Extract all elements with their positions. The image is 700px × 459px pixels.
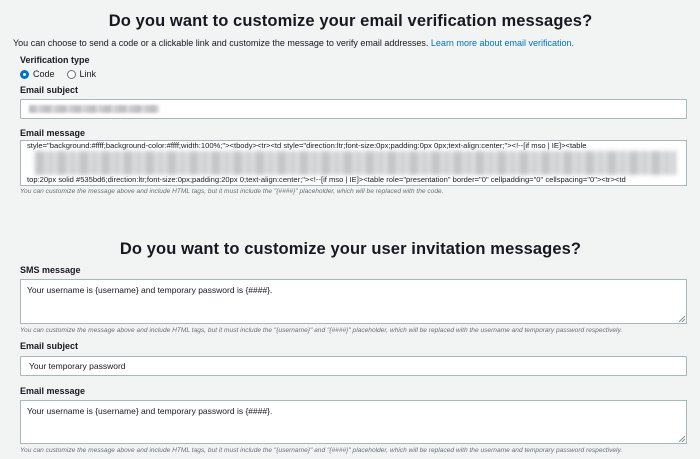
resize-grip-icon[interactable]	[679, 316, 685, 322]
sms-message-textarea[interactable]	[20, 279, 687, 324]
radio-code[interactable]	[20, 69, 55, 79]
verification-type-radios	[20, 68, 688, 80]
radio-code-indicator[interactable]	[20, 70, 29, 79]
sms-message-label: SMS message	[20, 265, 81, 275]
invitation-email-message-label: Email message	[20, 386, 86, 396]
invitation-email-message-textarea[interactable]	[20, 400, 687, 444]
redacted-subject-text	[29, 105, 159, 113]
invitation-subject-label: Email subject	[20, 341, 79, 351]
invitation-subject-input[interactable]	[20, 356, 687, 376]
verification-type-group	[13, 55, 688, 197]
invitation-subject-value: Your temporary password	[29, 361, 126, 371]
radio-link-indicator[interactable]	[67, 70, 76, 79]
verification-section-title: Do you want to customize your email verification messages?	[108, 12, 593, 30]
learn-more-verification-link[interactable]: Learn more about email verification.	[430, 38, 574, 48]
verification-subject-input[interactable]	[20, 99, 687, 119]
verification-intro	[13, 37, 688, 49]
invitation-section-title: Do you want to customize your user invitation messages?	[119, 240, 582, 258]
verification-type-label: Verification type	[20, 55, 90, 65]
resize-grip-icon[interactable]	[679, 436, 685, 442]
redacted-message-region	[27, 151, 680, 175]
verification-intro-text: You can choose to send a code or a clickable link and customize the message to verify email addresses.	[13, 38, 429, 48]
message-code-line-3: top:20px solid #535bd6;direction:ltr;font-size:0px;padding:20px 0;text-align:center;"><!--[if mso | IE]><table role="presentation" border="0" cellpadding="0" cellspacing="0"><tr><td	[27, 175, 626, 184]
sms-message-value: Your username is {username} and temporary password is {####}.	[27, 285, 273, 295]
invitation-email-message-value: Your username is {username} and temporary password is {####}.	[27, 406, 273, 416]
invitation-email-message-hint: You can customize the message above and include HTML tags, but it must include the "{username}" and "{####}" placeholder, which will be replaced with the username and temporary password respectively.	[20, 447, 623, 454]
radio-link[interactable]	[67, 69, 97, 79]
verification-message-label: Email message	[20, 128, 86, 138]
redacted-message-blur	[35, 151, 676, 175]
verification-subject-label: Email subject	[20, 85, 79, 95]
verification-message-hint: You can customize the message above and include HTML tags, but it must include the "{####}" placeholder, which will be replaced with the code.	[20, 188, 444, 195]
verification-message-textarea[interactable]	[20, 140, 687, 186]
radio-code-label: Code	[33, 69, 55, 79]
message-code-line-1: style="background:#ffff;background-color:#ffff;width:100%;"><tbody><tr><td style="direction:ltr;font-size:0px;padding:0px 0px;text-align:center;"><!--[if mso | IE]><table	[27, 141, 587, 150]
radio-link-label: Link	[79, 69, 97, 79]
invitation-form	[13, 265, 688, 456]
sms-message-hint: You can customize the message above and include HTML tags, but it must include the "{username}" and "{####}" placeholder, which will be replaced with the username and temporary password respectively.	[20, 327, 623, 334]
